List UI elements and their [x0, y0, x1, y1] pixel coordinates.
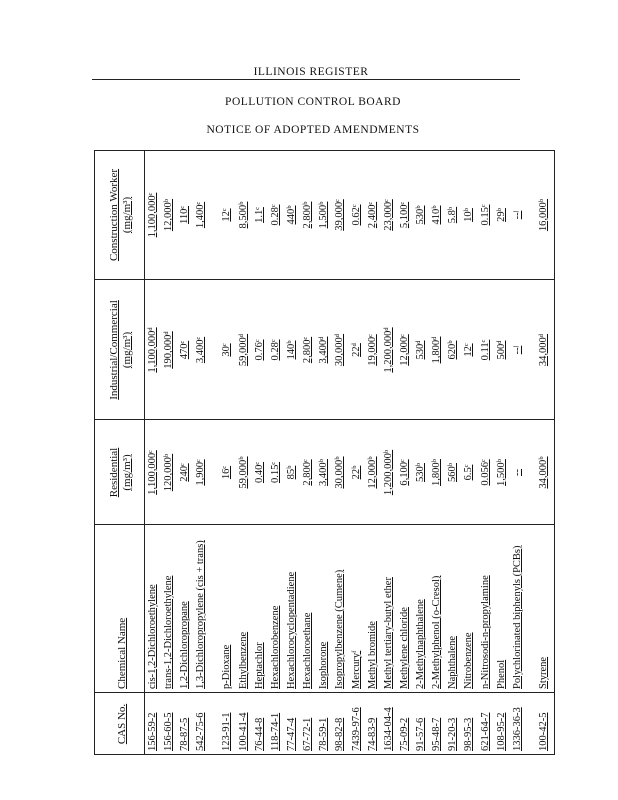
table-cell-ind: 30ᶜ — [221, 343, 233, 357]
table-cell-name: Isophorone — [318, 641, 330, 689]
table-cell-cas: 75-09-2 — [398, 717, 410, 751]
table-cell-ind: 30,000ᵈ — [334, 333, 346, 367]
table-cell-cas: 95-48-7 — [431, 717, 443, 751]
page-header — [0, 0, 618, 140]
table-cell-con: 39,000ᶜ — [334, 199, 346, 231]
table-cell-name: Hexachlorocyclopentadiene — [285, 571, 297, 689]
table-cell-cas: 7439-97-6 — [350, 707, 362, 751]
table-cell-ind: 500ᵈ — [495, 340, 507, 360]
table-cell-con: --ʲ — [511, 210, 523, 220]
table-cell-res: 0.40ᶜ — [253, 461, 265, 484]
table-cell-ind: 190,000ᵈ — [163, 331, 175, 369]
table-cell-con: 12ᶜ — [221, 208, 233, 222]
table-cell-con: 5.8ᵇ — [447, 206, 459, 224]
table-cell-ind: 12ᶜ — [463, 343, 475, 357]
table-cell-cas: 100-42-5 — [537, 712, 549, 751]
table-cell-name: 2-Methylnaphthalene — [415, 599, 427, 689]
table-cell-con: 530ᵇ — [415, 205, 427, 225]
table-cell-name: Methyl bromide — [366, 621, 378, 689]
column-header-construction-label: Construction Worker — [108, 168, 120, 262]
column-header-name-label: Chemical Name — [116, 617, 128, 689]
table-cell-ind: 0.28ᶜ — [269, 339, 281, 361]
table-cell-con: 2,800ᵇ — [302, 201, 314, 229]
table-cell-name: Phenol — [495, 659, 507, 689]
table-cell-res: 530ᵇ — [415, 463, 427, 483]
table-bottom-rule — [554, 150, 555, 755]
table-cell-res: 3,400ᵇ — [318, 459, 330, 486]
table-cell-con: 10ᵇ — [463, 208, 475, 222]
table-cell-ind: 34,000ᵈ — [537, 333, 549, 367]
table-cell-cas: 542-75-6 — [195, 712, 207, 751]
column-header-cas — [116, 693, 129, 755]
table-cell-cas: 78-87-5 — [179, 717, 191, 751]
table-cell-cas: 67-72-1 — [302, 717, 314, 751]
table-cell-name: 1,3-Dichloropropylene (cis + trans) — [195, 540, 207, 689]
table-cell-cas: 76-44-8 — [253, 717, 265, 751]
table-cell-cas: 156-60-5 — [163, 712, 175, 751]
table-cell-con: 5,100ᶜ — [398, 201, 410, 229]
table-cell-res: 34,000ᵇ — [537, 456, 549, 489]
column-header-industrial — [108, 280, 134, 420]
column-header-construction-unit: (mg/m³) — [121, 196, 133, 234]
column-header-construction — [108, 150, 134, 280]
table-cell-ind: 1,800ᵈ — [431, 336, 443, 364]
column-header-residential-unit: (mg/m³) — [121, 454, 133, 491]
table-cell-name: Nitrobenzene — [463, 632, 475, 689]
table-cell-name: Ethylbenzene — [237, 631, 249, 689]
table-cell-name: Methyl tertiary-butyl ether — [382, 577, 394, 689]
table-cell-cas: 98-82-8 — [334, 717, 346, 751]
table-cell-res: 0.056ᶜ — [479, 459, 491, 486]
table-cell-cas: 98-95-3 — [463, 717, 475, 751]
table-cell-cas: 77-47-4 — [285, 717, 297, 751]
soil-gas-table — [94, 150, 555, 755]
table-cell-res: 1,100,000ᶜ — [147, 450, 158, 495]
table-cell-name: Isopropylbenzene (Cumene) — [334, 569, 346, 689]
table-cell-ind: 3,400ᵈ — [318, 336, 330, 364]
table-cell-cas: 621-64-7 — [479, 712, 491, 751]
table-cell-cas: 156-59-2 — [147, 712, 158, 751]
table-cell-ind: 3,400ᶜ — [195, 336, 207, 364]
table-cell-cas: 118-74-1 — [269, 712, 281, 751]
table-cell-cas: 78-59-1 — [318, 717, 330, 751]
table-cell-ind: 530ᵈ — [415, 340, 427, 360]
table-cell-ind: 1,100,000ᵈ — [147, 327, 158, 373]
table-cell-cas: 108-95-2 — [495, 712, 507, 751]
table-cell-cas: 91-20-3 — [447, 717, 459, 751]
table-cell-ind: 22ᵈ — [350, 343, 362, 357]
table-cell-name: Polychlorinated biphenyls (PCBs) — [511, 545, 523, 689]
table-cell-con: 1,100,000ᶜ — [147, 192, 158, 238]
table-cell-name: 1,2-Dichloropropane — [179, 601, 191, 689]
table-cell-con: 23,000ᶜ — [382, 199, 394, 231]
table-cell-cas: 1336-36-3 — [511, 707, 523, 751]
table-cell-name: 2-Methylphenol (o-Cresol) — [431, 575, 443, 689]
table-cell-res: 560ᵇ — [447, 463, 459, 483]
column-header-residential-label: Residential — [108, 447, 120, 498]
table-cell-cas: 100-41-4 — [237, 712, 249, 751]
table-cell-res: 85ᵇ — [285, 465, 297, 480]
table-top-rule — [94, 150, 95, 755]
table-cell-con: 440ᵇ — [285, 205, 297, 225]
table-cell-res: 1,800ᵇ — [431, 459, 443, 486]
table-cell-ind: 470ᶜ — [179, 340, 191, 360]
table-cell-con: 8,500ᵇ — [237, 201, 249, 229]
table-cell-res: 2,800ᶜ — [302, 459, 314, 486]
register-title: ILLINOIS REGISTER — [253, 66, 369, 78]
table-cell-con: 0.62ᶜ — [350, 204, 362, 226]
table-cell-res: 240ᶜ — [179, 463, 191, 482]
table-cell-res: 1,200,000ᵇ — [382, 449, 394, 496]
notice-title: NOTICE OF ADOPTED AMENDMENTS — [206, 124, 420, 136]
table-cell-name: n-Nitrosodi-n-propylamine — [479, 575, 491, 689]
table-cell-con: 1,500ᵇ — [318, 201, 330, 229]
table-cell-con: 1.1ᶜ — [253, 207, 265, 223]
table-cell-res: 1,500ᵇ — [495, 459, 507, 486]
table-cell-res: 0.15ᶜ — [269, 461, 281, 484]
table-cell-con: 29ᵇ — [495, 208, 507, 222]
table-cell-name: Mercuryᶠ — [350, 650, 362, 689]
table-cell-ind: 140ᵇ — [285, 340, 297, 360]
header-rule — [92, 79, 520, 80]
column-header-industrial-unit: (mg/m³) — [121, 331, 133, 369]
column-header-name — [116, 521, 129, 693]
table-cell-con: 1,400ᶜ — [195, 201, 207, 229]
table-cell-con: 410ᵇ — [431, 205, 443, 225]
table-cell-res: 1,900ᶜ — [195, 459, 207, 486]
table-cell-ind: 0.11ᶜ — [479, 339, 491, 361]
table-cell-name: trans-1,2-Dichloroethylene — [163, 575, 175, 689]
table-cell-res: 22ᵇ — [350, 465, 362, 480]
table-cell-name: Methylene chloride — [398, 607, 410, 689]
table-cell-con: 12,000ᵇ — [163, 198, 175, 232]
header-bottom-rule — [144, 150, 145, 755]
table-cell-res: 30,000ᵇ — [334, 456, 346, 489]
table-cell-name: Naphthalene — [447, 635, 459, 689]
table-cell-ind: 59,000ᵈ — [237, 333, 249, 367]
board-title: POLLUTION CONTROL BOARD — [225, 96, 401, 108]
column-rule — [94, 692, 555, 693]
table-cell-con: 110ᶜ — [179, 205, 191, 225]
table-cell-res: 120,000ᵇ — [163, 453, 175, 492]
table-cell-res: -- — [511, 469, 523, 476]
table-cell-ind: 0.76ᶜ — [253, 339, 265, 361]
table-cell-name: Styrene — [537, 656, 549, 689]
table-cell-cas: 74-83-9 — [366, 717, 378, 751]
table-cell-ind: 12,000ᶜ — [398, 334, 410, 366]
table-cell-con: 2,400ᶜ — [366, 201, 378, 229]
table-cell-ind: 19,000ᶜ — [366, 334, 378, 366]
table-cell-name: Hexachloroethane — [302, 612, 314, 689]
table-cell-res: 16ᶜ — [221, 465, 233, 480]
table-cell-name: cis-1,2-Dichloroethylene — [147, 584, 158, 689]
table-cell-cas: 1634-04-4 — [382, 707, 394, 751]
table-cell-cas: 91-57-6 — [415, 717, 427, 751]
table-cell-con: 16,000ᵇ — [537, 198, 549, 232]
table-cell-res: 6,100ᶜ — [398, 459, 410, 486]
column-rule — [94, 754, 555, 755]
column-header-residential — [108, 420, 134, 525]
table-cell-name: Hexachlorobenzene — [269, 605, 281, 689]
column-header-cas-label: CAS No. — [116, 703, 128, 745]
table-cell-con: 0.15ᶜ — [479, 204, 491, 226]
table-cell-res: 12,000ᵇ — [366, 456, 378, 489]
table-cell-con: 0.28ᶜ — [269, 204, 281, 226]
table-cell-ind: --ʲ — [511, 345, 523, 355]
table-cell-ind: 2,800ᶜ — [302, 336, 314, 364]
table-cell-res: 6.5ᶜ — [463, 464, 475, 481]
table-cell-ind: 1,200,000ᵈ — [382, 327, 394, 373]
table-cell-name: p-Dioxane — [221, 644, 233, 689]
table-cell-cas: 123-91-1 — [221, 712, 233, 751]
column-header-industrial-label: Industrial/Commercial — [108, 300, 120, 400]
rotated-table-wrapper — [94, 150, 555, 755]
table-cell-res: 59,000ᵇ — [237, 456, 249, 489]
table-cell-ind: 620ᵇ — [447, 340, 459, 360]
table-cell-name: Heptachlor — [253, 642, 265, 689]
